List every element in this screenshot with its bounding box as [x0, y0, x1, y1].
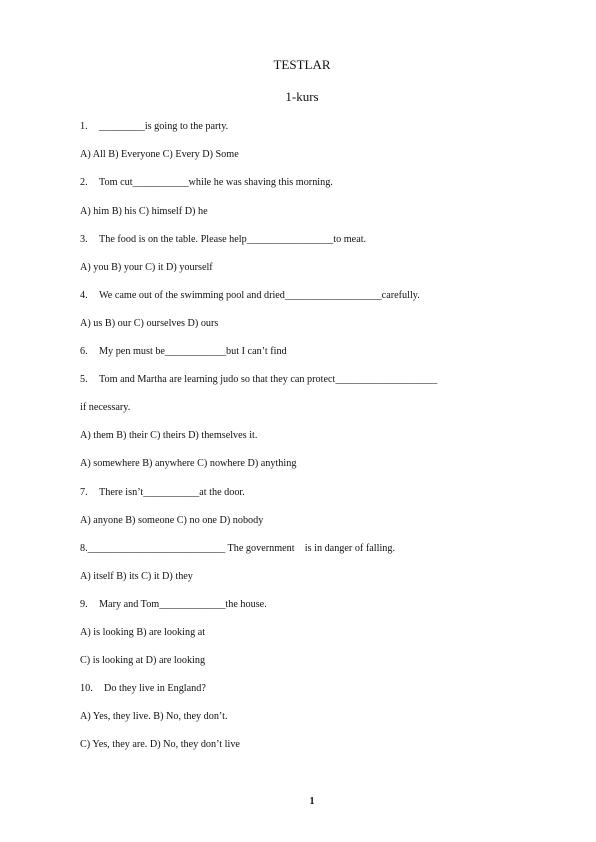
question-text: _________is going to the party. — [99, 121, 229, 132]
answer-options-10a: A) Yes, they live. B) No, they don’t. — [80, 711, 228, 722]
question-2 — [80, 177, 333, 188]
question-text: The food is on the table. Please help_________________to meat. — [99, 234, 367, 245]
page-number: 1 — [309, 796, 315, 807]
question-number: 9. — [80, 599, 88, 610]
answer-options-10b: C) Yes, they are. D) No, they don’t live — [80, 739, 240, 750]
answer-options-7: A) anyone B) someone C) no one D) nobody — [80, 515, 264, 526]
question-text: Tom and Martha are learning judo so that they can protect____________________ — [99, 374, 438, 385]
question-number: 6. — [80, 346, 88, 357]
question-7 — [80, 487, 245, 498]
question-1 — [80, 121, 228, 132]
question-4 — [80, 290, 420, 301]
question-number: 5. — [80, 374, 88, 385]
question-6 — [80, 346, 287, 357]
answer-options-2: A) him B) his C) himself D) he — [80, 206, 208, 217]
question-number: 10. — [80, 683, 93, 694]
question-number: 7. — [80, 487, 88, 498]
question-5 — [80, 374, 437, 385]
answer-options-4: A) us B) our C) ourselves D) ours — [80, 318, 219, 329]
question-number: 4. — [80, 290, 88, 301]
question-3 — [80, 234, 366, 245]
answer-options-9b: C) is looking at D) are looking — [80, 655, 206, 666]
question-5-continuation: if necessary. — [80, 402, 131, 413]
document-title: TESTLAR — [273, 57, 331, 72]
question-text: We came out of the swimming pool and dried___________________carefully. — [99, 290, 420, 301]
answer-options-1: A) All B) Everyone C) Every D) Some — [80, 149, 239, 160]
answer-options-3: A) you B) your C) it D) yourself — [80, 262, 213, 273]
answer-options-5: A) them B) their C) theirs D) themselves it. — [80, 430, 258, 441]
question-text: Tom cut___________while he was shaving this morning. — [99, 177, 333, 188]
question-text: Do they live in England? — [104, 683, 206, 694]
document-subtitle: 1-kurs — [285, 89, 319, 104]
question-number: 1. — [80, 121, 88, 132]
question-8: 8.___________________________ The government is in danger of falling. — [80, 543, 396, 554]
question-text: My pen must be____________but I can’t find — [99, 346, 287, 357]
answer-options-8: A) itself B) its C) it D) they — [80, 571, 193, 582]
answer-options-6: A) somewhere B) anywhere C) nowhere D) anything — [80, 458, 297, 469]
question-number: 3. — [80, 234, 88, 245]
question-text: Mary and Tom_____________the house. — [99, 599, 267, 610]
question-text: There isn’t___________at the door. — [99, 487, 245, 498]
question-9 — [80, 599, 267, 610]
question-10 — [80, 683, 206, 694]
answer-options-9a: A) is looking B) are looking at — [80, 627, 206, 638]
question-number: 2. — [80, 177, 88, 188]
